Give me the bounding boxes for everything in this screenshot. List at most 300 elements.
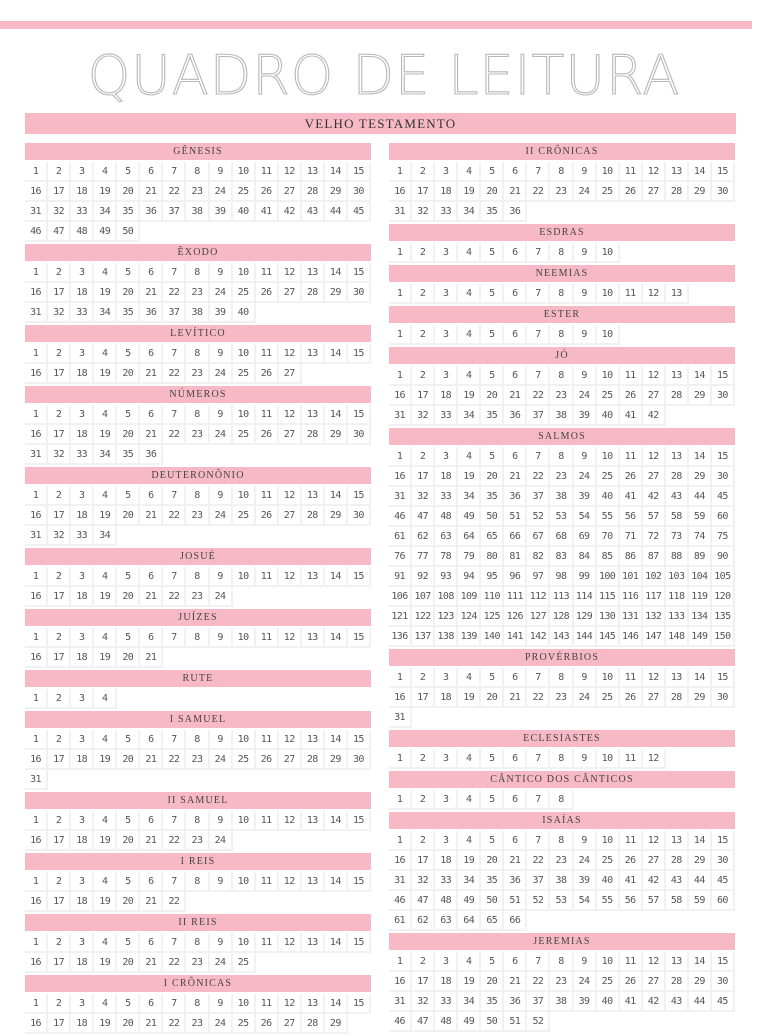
- chapter-box[interactable]: 4: [458, 325, 481, 345]
- chapter-box[interactable]: 12: [643, 284, 666, 304]
- chapter-box[interactable]: 11: [256, 933, 279, 953]
- chapter-box[interactable]: 12: [279, 162, 302, 182]
- chapter-box[interactable]: 19: [458, 182, 481, 202]
- chapter-box[interactable]: 25: [597, 851, 620, 871]
- chapter-box[interactable]: 2: [412, 952, 435, 972]
- chapter-box[interactable]: 31: [25, 770, 48, 790]
- chapter-box[interactable]: 3: [71, 486, 94, 506]
- chapter-box[interactable]: 35: [481, 871, 504, 891]
- chapter-box[interactable]: 3: [435, 366, 458, 386]
- chapter-box[interactable]: 121: [389, 607, 412, 627]
- chapter-box[interactable]: 22: [163, 283, 186, 303]
- chapter-box[interactable]: 54: [574, 507, 597, 527]
- chapter-box[interactable]: 10: [597, 243, 620, 263]
- chapter-box[interactable]: 125: [481, 607, 504, 627]
- chapter-box[interactable]: 7: [163, 933, 186, 953]
- chapter-box[interactable]: 105: [712, 567, 735, 587]
- chapter-box[interactable]: 43: [666, 871, 689, 891]
- chapter-box[interactable]: 65: [481, 911, 504, 931]
- chapter-box[interactable]: 136: [389, 627, 412, 647]
- chapter-box[interactable]: 99: [574, 567, 597, 587]
- chapter-box[interactable]: 3: [71, 628, 94, 648]
- chapter-box[interactable]: 28: [666, 688, 689, 708]
- chapter-box[interactable]: 23: [550, 467, 573, 487]
- chapter-box[interactable]: 57: [643, 891, 666, 911]
- chapter-box[interactable]: 130: [597, 607, 620, 627]
- chapter-box[interactable]: 11: [620, 284, 643, 304]
- chapter-box[interactable]: 36: [504, 487, 527, 507]
- chapter-box[interactable]: 40: [233, 303, 256, 323]
- chapter-box[interactable]: 4: [94, 405, 117, 425]
- chapter-box[interactable]: 39: [574, 871, 597, 891]
- chapter-box[interactable]: 33: [435, 202, 458, 222]
- chapter-box[interactable]: 10: [597, 447, 620, 467]
- chapter-box[interactable]: 127: [527, 607, 550, 627]
- chapter-box[interactable]: 13: [302, 263, 325, 283]
- chapter-box[interactable]: 21: [140, 182, 163, 202]
- chapter-box[interactable]: 137: [412, 627, 435, 647]
- chapter-box[interactable]: 36: [504, 871, 527, 891]
- chapter-box[interactable]: 20: [117, 364, 140, 384]
- chapter-box[interactable]: 21: [504, 851, 527, 871]
- chapter-box[interactable]: 8: [186, 405, 209, 425]
- chapter-box[interactable]: 24: [210, 750, 233, 770]
- chapter-box[interactable]: 1: [389, 790, 412, 810]
- chapter-box[interactable]: 97: [527, 567, 550, 587]
- chapter-box[interactable]: 9: [210, 994, 233, 1014]
- chapter-box[interactable]: 5: [117, 730, 140, 750]
- chapter-box[interactable]: 23: [550, 972, 573, 992]
- chapter-box[interactable]: 12: [279, 994, 302, 1014]
- chapter-box[interactable]: 54: [574, 891, 597, 911]
- chapter-box[interactable]: 3: [71, 405, 94, 425]
- chapter-box[interactable]: 5: [481, 325, 504, 345]
- chapter-box[interactable]: 48: [435, 1012, 458, 1032]
- chapter-box[interactable]: 20: [117, 587, 140, 607]
- chapter-box[interactable]: 17: [412, 851, 435, 871]
- chapter-box[interactable]: 14: [325, 486, 348, 506]
- chapter-box[interactable]: 6: [504, 325, 527, 345]
- chapter-box[interactable]: 23: [550, 851, 573, 871]
- chapter-box[interactable]: 56: [620, 891, 643, 911]
- chapter-box[interactable]: 100: [597, 567, 620, 587]
- chapter-box[interactable]: 50: [117, 222, 140, 242]
- chapter-box[interactable]: 2: [48, 405, 71, 425]
- chapter-box[interactable]: 23: [186, 283, 209, 303]
- chapter-box[interactable]: 21: [140, 648, 163, 668]
- chapter-box[interactable]: 34: [94, 303, 117, 323]
- chapter-box[interactable]: 41: [620, 487, 643, 507]
- chapter-box[interactable]: 5: [481, 284, 504, 304]
- chapter-box[interactable]: 36: [504, 992, 527, 1012]
- chapter-box[interactable]: 47: [48, 222, 71, 242]
- chapter-box[interactable]: 34: [458, 871, 481, 891]
- chapter-box[interactable]: 29: [325, 425, 348, 445]
- chapter-box[interactable]: 33: [435, 992, 458, 1012]
- chapter-box[interactable]: 10: [233, 730, 256, 750]
- chapter-box[interactable]: 13: [666, 284, 689, 304]
- chapter-box[interactable]: 19: [458, 972, 481, 992]
- chapter-box[interactable]: 39: [574, 406, 597, 426]
- chapter-box[interactable]: 75: [712, 527, 735, 547]
- chapter-box[interactable]: 16: [25, 182, 48, 202]
- chapter-box[interactable]: 21: [140, 506, 163, 526]
- chapter-box[interactable]: 38: [550, 487, 573, 507]
- chapter-box[interactable]: 85: [597, 547, 620, 567]
- chapter-box[interactable]: 17: [48, 953, 71, 973]
- chapter-box[interactable]: 146: [620, 627, 643, 647]
- chapter-box[interactable]: 5: [117, 994, 140, 1014]
- chapter-box[interactable]: 2: [48, 730, 71, 750]
- chapter-box[interactable]: 8: [186, 263, 209, 283]
- chapter-box[interactable]: 26: [620, 386, 643, 406]
- chapter-box[interactable]: 15: [348, 730, 371, 750]
- chapter-box[interactable]: 65: [481, 527, 504, 547]
- chapter-box[interactable]: 15: [348, 486, 371, 506]
- chapter-box[interactable]: 9: [574, 366, 597, 386]
- chapter-box[interactable]: 16: [389, 182, 412, 202]
- chapter-box[interactable]: 2: [412, 749, 435, 769]
- chapter-box[interactable]: 15: [348, 344, 371, 364]
- chapter-box[interactable]: 39: [574, 487, 597, 507]
- chapter-box[interactable]: 33: [71, 303, 94, 323]
- chapter-box[interactable]: 33: [71, 526, 94, 546]
- chapter-box[interactable]: 23: [186, 1014, 209, 1034]
- chapter-box[interactable]: 17: [48, 1014, 71, 1034]
- chapter-box[interactable]: 8: [550, 366, 573, 386]
- chapter-box[interactable]: 12: [279, 933, 302, 953]
- chapter-box[interactable]: 102: [643, 567, 666, 587]
- chapter-box[interactable]: 6: [140, 933, 163, 953]
- chapter-box[interactable]: 1: [25, 344, 48, 364]
- chapter-box[interactable]: 3: [435, 831, 458, 851]
- chapter-box[interactable]: 77: [412, 547, 435, 567]
- chapter-box[interactable]: 94: [458, 567, 481, 587]
- chapter-box[interactable]: 2: [412, 366, 435, 386]
- chapter-box[interactable]: 33: [435, 871, 458, 891]
- chapter-box[interactable]: 9: [574, 831, 597, 851]
- chapter-box[interactable]: 11: [256, 263, 279, 283]
- chapter-box[interactable]: 25: [233, 750, 256, 770]
- chapter-box[interactable]: 23: [186, 425, 209, 445]
- chapter-box[interactable]: 10: [233, 567, 256, 587]
- chapter-box[interactable]: 12: [643, 831, 666, 851]
- chapter-box[interactable]: 40: [597, 487, 620, 507]
- chapter-box[interactable]: 17: [412, 467, 435, 487]
- chapter-box[interactable]: 142: [527, 627, 550, 647]
- chapter-box[interactable]: 30: [712, 688, 735, 708]
- chapter-box[interactable]: 21: [140, 831, 163, 851]
- chapter-box[interactable]: 8: [550, 162, 573, 182]
- chapter-box[interactable]: 6: [504, 831, 527, 851]
- chapter-box[interactable]: 27: [279, 425, 302, 445]
- chapter-box[interactable]: 19: [458, 467, 481, 487]
- chapter-box[interactable]: 44: [689, 992, 712, 1012]
- chapter-box[interactable]: 7: [163, 162, 186, 182]
- chapter-box[interactable]: 6: [504, 243, 527, 263]
- chapter-box[interactable]: 34: [94, 202, 117, 222]
- chapter-box[interactable]: 4: [94, 933, 117, 953]
- chapter-box[interactable]: 30: [348, 750, 371, 770]
- chapter-box[interactable]: 10: [597, 325, 620, 345]
- chapter-box[interactable]: 1: [25, 405, 48, 425]
- chapter-box[interactable]: 26: [256, 750, 279, 770]
- chapter-box[interactable]: 32: [48, 526, 71, 546]
- chapter-box[interactable]: 17: [48, 182, 71, 202]
- chapter-box[interactable]: 7: [527, 447, 550, 467]
- chapter-box[interactable]: 67: [527, 527, 550, 547]
- chapter-box[interactable]: 28: [302, 1014, 325, 1034]
- chapter-box[interactable]: 9: [210, 486, 233, 506]
- chapter-box[interactable]: 3: [435, 749, 458, 769]
- chapter-box[interactable]: 8: [186, 872, 209, 892]
- chapter-box[interactable]: 32: [412, 487, 435, 507]
- chapter-box[interactable]: 22: [527, 688, 550, 708]
- chapter-box[interactable]: 18: [435, 182, 458, 202]
- chapter-box[interactable]: 24: [210, 587, 233, 607]
- chapter-box[interactable]: 5: [481, 668, 504, 688]
- chapter-box[interactable]: 115: [597, 587, 620, 607]
- chapter-box[interactable]: 147: [643, 627, 666, 647]
- chapter-box[interactable]: 44: [689, 871, 712, 891]
- chapter-box[interactable]: 17: [48, 648, 71, 668]
- chapter-box[interactable]: 10: [233, 405, 256, 425]
- chapter-box[interactable]: 9: [210, 405, 233, 425]
- chapter-box[interactable]: 58: [666, 507, 689, 527]
- chapter-box[interactable]: 35: [117, 303, 140, 323]
- chapter-box[interactable]: 47: [412, 891, 435, 911]
- chapter-box[interactable]: 144: [574, 627, 597, 647]
- chapter-box[interactable]: 16: [25, 283, 48, 303]
- chapter-box[interactable]: 4: [458, 790, 481, 810]
- chapter-box[interactable]: 19: [94, 892, 117, 912]
- chapter-box[interactable]: 52: [527, 507, 550, 527]
- chapter-box[interactable]: 12: [643, 749, 666, 769]
- chapter-box[interactable]: 61: [389, 527, 412, 547]
- chapter-box[interactable]: 23: [550, 182, 573, 202]
- chapter-box[interactable]: 9: [210, 730, 233, 750]
- chapter-box[interactable]: 23: [186, 750, 209, 770]
- chapter-box[interactable]: 5: [117, 344, 140, 364]
- chapter-box[interactable]: 19: [94, 425, 117, 445]
- chapter-box[interactable]: 6: [504, 284, 527, 304]
- chapter-box[interactable]: 37: [527, 871, 550, 891]
- chapter-box[interactable]: 46: [389, 1012, 412, 1032]
- chapter-box[interactable]: 60: [712, 891, 735, 911]
- chapter-box[interactable]: 42: [279, 202, 302, 222]
- chapter-box[interactable]: 13: [302, 486, 325, 506]
- chapter-box[interactable]: 18: [71, 648, 94, 668]
- chapter-box[interactable]: 37: [163, 202, 186, 222]
- chapter-box[interactable]: 72: [643, 527, 666, 547]
- chapter-box[interactable]: 26: [256, 182, 279, 202]
- chapter-box[interactable]: 84: [574, 547, 597, 567]
- chapter-box[interactable]: 28: [302, 506, 325, 526]
- chapter-box[interactable]: 111: [504, 587, 527, 607]
- chapter-box[interactable]: 13: [302, 872, 325, 892]
- chapter-box[interactable]: 39: [210, 303, 233, 323]
- chapter-box[interactable]: 8: [186, 567, 209, 587]
- chapter-box[interactable]: 7: [527, 668, 550, 688]
- chapter-box[interactable]: 8: [186, 486, 209, 506]
- chapter-box[interactable]: 9: [574, 668, 597, 688]
- chapter-box[interactable]: 27: [643, 182, 666, 202]
- chapter-box[interactable]: 45: [712, 871, 735, 891]
- chapter-box[interactable]: 36: [504, 202, 527, 222]
- chapter-box[interactable]: 25: [233, 182, 256, 202]
- chapter-box[interactable]: 15: [348, 567, 371, 587]
- chapter-box[interactable]: 8: [550, 952, 573, 972]
- chapter-box[interactable]: 122: [412, 607, 435, 627]
- chapter-box[interactable]: 13: [302, 567, 325, 587]
- chapter-box[interactable]: 16: [25, 953, 48, 973]
- chapter-box[interactable]: 14: [325, 344, 348, 364]
- chapter-box[interactable]: 18: [435, 851, 458, 871]
- chapter-box[interactable]: 14: [325, 162, 348, 182]
- chapter-box[interactable]: 24: [210, 425, 233, 445]
- chapter-box[interactable]: 33: [71, 445, 94, 465]
- chapter-box[interactable]: 26: [620, 972, 643, 992]
- chapter-box[interactable]: 5: [117, 811, 140, 831]
- chapter-box[interactable]: 26: [620, 851, 643, 871]
- chapter-box[interactable]: 51: [504, 507, 527, 527]
- chapter-box[interactable]: 5: [117, 933, 140, 953]
- chapter-box[interactable]: 2: [412, 447, 435, 467]
- chapter-box[interactable]: 5: [481, 790, 504, 810]
- chapter-box[interactable]: 20: [481, 467, 504, 487]
- chapter-box[interactable]: 7: [527, 952, 550, 972]
- chapter-box[interactable]: 18: [435, 972, 458, 992]
- chapter-box[interactable]: 4: [94, 486, 117, 506]
- chapter-box[interactable]: 24: [574, 467, 597, 487]
- chapter-box[interactable]: 53: [550, 891, 573, 911]
- chapter-box[interactable]: 23: [186, 506, 209, 526]
- chapter-box[interactable]: 13: [302, 344, 325, 364]
- chapter-box[interactable]: 1: [389, 831, 412, 851]
- chapter-box[interactable]: 7: [163, 263, 186, 283]
- chapter-box[interactable]: 2: [412, 668, 435, 688]
- chapter-box[interactable]: 16: [25, 364, 48, 384]
- chapter-box[interactable]: 6: [504, 952, 527, 972]
- chapter-box[interactable]: 27: [279, 1014, 302, 1034]
- chapter-box[interactable]: 6: [140, 567, 163, 587]
- chapter-box[interactable]: 10: [597, 162, 620, 182]
- chapter-box[interactable]: 30: [712, 182, 735, 202]
- chapter-box[interactable]: 23: [186, 587, 209, 607]
- chapter-box[interactable]: 2: [48, 567, 71, 587]
- chapter-box[interactable]: 2: [48, 994, 71, 1014]
- chapter-box[interactable]: 126: [504, 607, 527, 627]
- chapter-box[interactable]: 1: [389, 162, 412, 182]
- chapter-box[interactable]: 12: [279, 344, 302, 364]
- chapter-box[interactable]: 5: [481, 366, 504, 386]
- chapter-box[interactable]: 32: [48, 303, 71, 323]
- chapter-box[interactable]: 16: [25, 506, 48, 526]
- chapter-box[interactable]: 17: [48, 587, 71, 607]
- chapter-box[interactable]: 31: [389, 202, 412, 222]
- chapter-box[interactable]: 19: [94, 648, 117, 668]
- chapter-box[interactable]: 25: [233, 953, 256, 973]
- chapter-box[interactable]: 5: [117, 263, 140, 283]
- chapter-box[interactable]: 28: [302, 425, 325, 445]
- chapter-box[interactable]: 124: [458, 607, 481, 627]
- chapter-box[interactable]: 4: [94, 811, 117, 831]
- chapter-box[interactable]: 10: [597, 952, 620, 972]
- chapter-box[interactable]: 7: [163, 405, 186, 425]
- chapter-box[interactable]: 22: [527, 851, 550, 871]
- chapter-box[interactable]: 44: [325, 202, 348, 222]
- chapter-box[interactable]: 35: [117, 202, 140, 222]
- chapter-box[interactable]: 1: [389, 243, 412, 263]
- chapter-box[interactable]: 25: [597, 386, 620, 406]
- chapter-box[interactable]: 4: [94, 730, 117, 750]
- chapter-box[interactable]: 21: [140, 364, 163, 384]
- chapter-box[interactable]: 2: [48, 344, 71, 364]
- chapter-box[interactable]: 14: [325, 628, 348, 648]
- chapter-box[interactable]: 9: [210, 933, 233, 953]
- chapter-box[interactable]: 20: [117, 506, 140, 526]
- chapter-box[interactable]: 120: [712, 587, 735, 607]
- chapter-box[interactable]: 27: [643, 851, 666, 871]
- chapter-box[interactable]: 8: [186, 994, 209, 1014]
- chapter-box[interactable]: 6: [140, 730, 163, 750]
- chapter-box[interactable]: 30: [712, 386, 735, 406]
- chapter-box[interactable]: 11: [256, 344, 279, 364]
- chapter-box[interactable]: 4: [94, 689, 117, 709]
- chapter-box[interactable]: 7: [527, 325, 550, 345]
- chapter-box[interactable]: 2: [48, 263, 71, 283]
- chapter-box[interactable]: 10: [597, 284, 620, 304]
- chapter-box[interactable]: 12: [279, 567, 302, 587]
- chapter-box[interactable]: 32: [412, 202, 435, 222]
- chapter-box[interactable]: 10: [233, 486, 256, 506]
- chapter-box[interactable]: 22: [163, 364, 186, 384]
- chapter-box[interactable]: 24: [210, 182, 233, 202]
- chapter-box[interactable]: 18: [71, 506, 94, 526]
- chapter-box[interactable]: 24: [574, 182, 597, 202]
- chapter-box[interactable]: 9: [574, 243, 597, 263]
- chapter-box[interactable]: 73: [666, 527, 689, 547]
- chapter-box[interactable]: 12: [643, 366, 666, 386]
- chapter-box[interactable]: 19: [94, 283, 117, 303]
- chapter-box[interactable]: 81: [504, 547, 527, 567]
- chapter-box[interactable]: 33: [435, 487, 458, 507]
- chapter-box[interactable]: 25: [597, 467, 620, 487]
- chapter-box[interactable]: 28: [302, 750, 325, 770]
- chapter-box[interactable]: 38: [186, 303, 209, 323]
- chapter-box[interactable]: 3: [71, 730, 94, 750]
- chapter-box[interactable]: 38: [550, 992, 573, 1012]
- chapter-box[interactable]: 15: [348, 263, 371, 283]
- chapter-box[interactable]: 10: [233, 994, 256, 1014]
- chapter-box[interactable]: 2: [412, 284, 435, 304]
- chapter-box[interactable]: 2: [412, 325, 435, 345]
- chapter-box[interactable]: 29: [689, 182, 712, 202]
- chapter-box[interactable]: 17: [412, 972, 435, 992]
- chapter-box[interactable]: 19: [94, 364, 117, 384]
- chapter-box[interactable]: 19: [94, 953, 117, 973]
- chapter-box[interactable]: 16: [389, 972, 412, 992]
- chapter-box[interactable]: 1: [25, 689, 48, 709]
- chapter-box[interactable]: 7: [163, 567, 186, 587]
- chapter-box[interactable]: 18: [71, 425, 94, 445]
- chapter-box[interactable]: 42: [643, 487, 666, 507]
- chapter-box[interactable]: 63: [435, 911, 458, 931]
- chapter-box[interactable]: 30: [348, 283, 371, 303]
- chapter-box[interactable]: 110: [481, 587, 504, 607]
- chapter-box[interactable]: 11: [620, 749, 643, 769]
- chapter-box[interactable]: 42: [643, 992, 666, 1012]
